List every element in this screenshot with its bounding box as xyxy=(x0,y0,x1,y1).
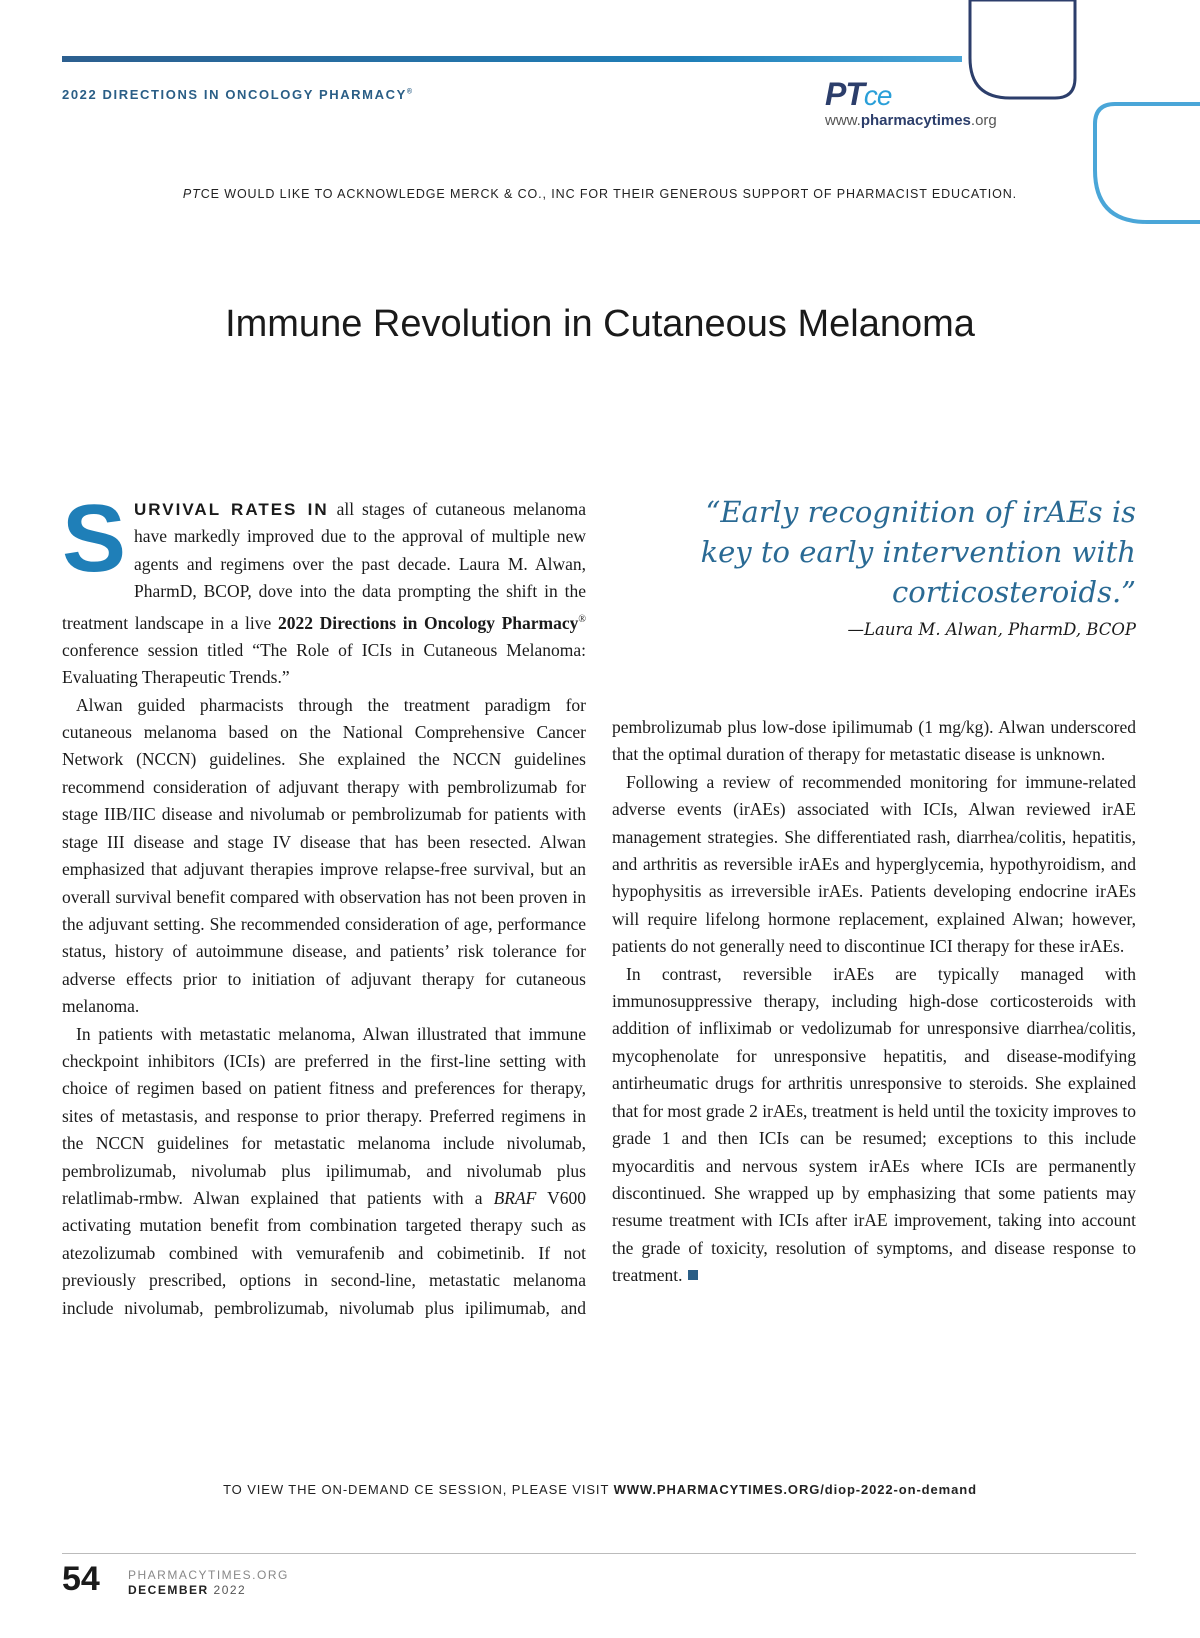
footer-date: DECEMBER 2022 xyxy=(128,1583,247,1597)
article-paragraph-3: In patients with metastatic melanoma, Alwan illustrated that immune checkpoint inhibitors (ICIs) are preferred in the first-line setting with choice of regimen based on patient fitness and preferences for therapy, sites of metastasis, and response to prior therapy. Preferred regimens in the NCCN guidelines for metastatic melanoma include nivolumab, pembrolizumab, nivolumab plus ipilimumab, and nivolumab plus relatlimab-rmbw. Alwan explained that patients with a BRAF V600 activating mutation benefit from combination targeted therapy such as atezolizumab combined with vemurafenib and cobimetinib. If not previously prescribed, options in second-line, metastatic melanoma include nivolumab, pembrolizumab, nivolumab plus ipilimumab, and xyxy=(62,1023,586,1318)
article-paragraph-3-continued: pembrolizumab plus low-dose ipilimumab (1 mg/kg). Alwan underscored that the optimal duration of therapy for metastatic disease is unknown. xyxy=(612,717,1136,765)
article-paragraph-1: SURVIVAL RATES IN all stages of cutaneous melanoma have markedly improved due to the approval of multiple new agents and regimens over the past decade. Laura M. Alwan, PharmD, BCOP, dove into the data prompting the shift in the treatment landscape in a live 2022 Directions in Oncology Pharmacy® conference session titled “The Role of ICIs in Cutaneous Melanoma: Evaluating Therapeutic Trends.” xyxy=(62,485,586,688)
session-link[interactable]: WWW.PHARMACYTIMES.ORG/diop-2022-on-demand xyxy=(613,1482,977,1497)
drop-cap: S xyxy=(62,485,127,592)
conference-label: 2022 DIRECTIONS IN ONCOLOGY PHARMACY® xyxy=(62,87,414,102)
article-paragraph-4: Following a review of recommended monitoring for immune-related adverse events (irAEs) associated with ICIs, Alwan reviewed irAE management strategies. She differentiated rash, diarrhea/colitis, hepatitis, and arthritis as reversible irAEs and hyperglycemia, hypothyroidism, and hypophysitis as irreversible irAEs. Patients developing endocrine irAEs will require lifelong hormone replacement, explained Alwan; however, patients do not generally need to discontinue ICI therapy for these irAEs. xyxy=(612,771,1136,957)
logo-mark: PTce xyxy=(825,76,892,112)
pull-quote-attribution: —Laura M. Alwan, PharmD, BCOP xyxy=(847,620,1136,639)
article-paragraph-2: Alwan guided pharmacists through the treatment paradigm for cutaneous melanoma based on the National Comprehensive Cancer Network (NCCN) guidelines. She explained the NCCN guidelines recommend consideration of adjuvant therapy with pembrolizumab for stage IIB/IIC disease and nivolumab or pembrolizumab for patients with stage III disease and stage IV disease that has been resected. Alwan emphasized that adjuvant therapies improve relapse-free survival, but an overall survival benefit compared with observation has not been proven in the adjuvant setting. She recommended consideration of age, performance status, history of autoimmune disease, and patients’ risk tolerance for adverse effects prior to initiation of adjuvant therapy for cutaneous melanoma. xyxy=(62,694,586,1017)
visit-session-note: TO VIEW THE ON-DEMAND CE SESSION, PLEASE VISIT WWW.PHARMACYTIMES.ORG/diop-2022-on-demand xyxy=(223,1482,977,1497)
article-title: Immune Revolution in Cutaneous Melanoma xyxy=(225,303,975,345)
article-column-right xyxy=(612,714,1136,1290)
ptce-logo xyxy=(825,78,1035,129)
lead-caps: URVIVAL RATES IN xyxy=(134,500,329,519)
article-paragraph-5: In contrast, reversible irAEs are typically managed with immunosuppressive therapy, including high-dose corticosteroids with addition of infliximab or vedolizumab for unresponsive diarrhea/colitis, mycophenolate for unresponsive hepatitis, and disease-modifying antirheumatic drugs for arthritis unresponsive to steroids. She explained that for most grade 2 irAEs, treatment is held until the toxicity improves to grade 1 and then ICIs can be resumed; exceptions to this include myocarditis and nervous system irAEs where ICIs are permanently discontinued. She wrapped up by emphasizing that some patients may resume treatment with ICIs after irAE improvement, taking into account the grade of toxicity, resolution of symptoms, and disease response to treatment. xyxy=(612,963,1136,1286)
blue-rounded-shape xyxy=(1095,104,1200,222)
article-column-left xyxy=(62,485,586,1322)
end-mark xyxy=(688,1270,698,1280)
footer-site: PHARMACYTIMES.ORG xyxy=(128,1568,289,1582)
acknowledgment: PTCE WOULD LIKE TO ACKNOWLEDGE MERCK & CO., INC FOR THEIR GENEROUS SUPPORT OF PHARMACIST EDUCATION. xyxy=(182,187,1018,201)
logo-url: www.pharmacytimes.org xyxy=(825,112,997,129)
page-number: 54 xyxy=(62,1560,100,1598)
footer-rule xyxy=(62,1553,1136,1554)
pull-quote: “Early recognition of irAEs is key to early intervention with corticosteroids.” xyxy=(700,495,1136,609)
